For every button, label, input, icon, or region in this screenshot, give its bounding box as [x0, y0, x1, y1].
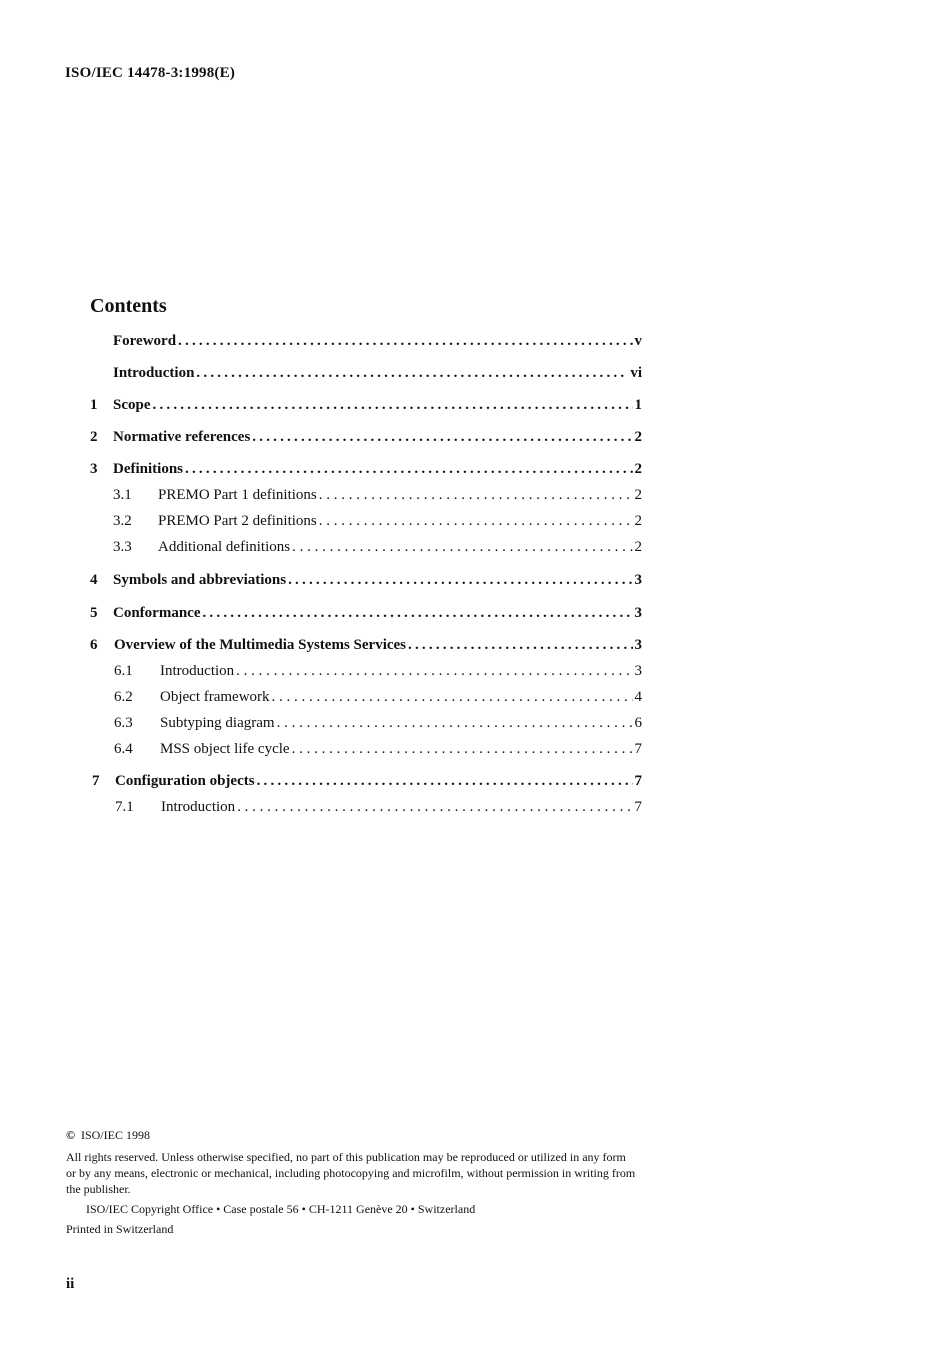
toc-entry-premo-part2-definitions[interactable]: [0, 513, 950, 535]
toc-entry-object-framework[interactable]: [0, 689, 950, 711]
toc-entry-label: Foreword: [113, 333, 177, 349]
toc-entry-number: 7: [92, 773, 100, 789]
toc-entry-label: Introduction: [160, 663, 235, 679]
toc-entry-number: 3: [90, 461, 98, 477]
toc-entry-page: 6: [634, 715, 642, 731]
toc-entry-subtyping-diagram[interactable]: [0, 715, 950, 737]
toc-entry-configuration-objects[interactable]: [0, 773, 950, 795]
toc-entry-symbols-abbreviations[interactable]: [0, 572, 950, 594]
toc-leader-dots: [319, 487, 633, 504]
toc-entry-label: Symbols and abbreviations: [113, 572, 287, 588]
toc-entry-label: Configuration objects: [115, 773, 255, 789]
toc-entry-number: 1: [90, 397, 98, 413]
toc-leader-dots: [178, 333, 632, 350]
toc-entry-number: 3.3: [113, 539, 132, 555]
toc-entry-number: 6.2: [114, 689, 133, 705]
toc-entry-page: 2: [634, 429, 642, 445]
contents-title: Contents: [90, 295, 167, 317]
toc-entry-page: 3: [634, 605, 642, 621]
toc-leader-dots: [319, 513, 633, 530]
toc-leader-dots: [272, 689, 633, 706]
toc-leader-dots: [252, 429, 632, 446]
toc-entry-number: 6.4: [114, 741, 133, 757]
toc-entry-label: PREMO Part 1 definitions: [158, 487, 317, 503]
toc-entry-page: 2: [634, 461, 642, 477]
toc-leader-dots: [237, 799, 632, 816]
toc-entry-page: 7: [634, 799, 642, 815]
toc-entry-label: Overview of the Multimedia Systems Services: [114, 637, 407, 653]
toc-entry-page: 7: [634, 741, 642, 757]
toc-leader-dots: [202, 605, 632, 622]
toc-entry-label: Introduction: [161, 799, 236, 815]
toc-entry-page: 2: [634, 487, 642, 503]
toc-entry-premo-part1-definitions[interactable]: [0, 487, 950, 509]
toc-entry-scope[interactable]: [0, 397, 950, 419]
toc-entry-page: 7: [634, 773, 642, 789]
toc-entry-label: Normative references: [113, 429, 251, 445]
toc-entry-overview-mss[interactable]: [0, 637, 950, 659]
toc-entry-label: Object framework: [160, 689, 270, 705]
toc-leader-dots: [196, 365, 628, 382]
toc-entry-number: 2: [90, 429, 98, 445]
toc-entry-number: 6.3: [114, 715, 133, 731]
toc-entry-definitions[interactable]: [0, 461, 950, 483]
toc-entry-additional-definitions[interactable]: [0, 539, 950, 561]
toc-leader-dots: [408, 637, 632, 654]
toc-entry-page: 2: [634, 513, 642, 529]
toc-entry-number: 6.1: [114, 663, 133, 679]
toc-entry-label: PREMO Part 2 definitions: [158, 513, 317, 529]
copyright-office-address: ISO/IEC Copyright Office • Case postale 56 • CH-1211 Genève 20 • Switzerland: [86, 1202, 476, 1216]
toc-leader-dots: [292, 539, 632, 556]
toc-entry-page: 4: [634, 689, 642, 705]
copyright-line: [66, 1127, 636, 1143]
toc-leader-dots: [277, 715, 633, 732]
toc-entry-number: 6: [90, 637, 98, 653]
toc-leader-dots: [288, 572, 632, 589]
printed-in: Printed in Switzerland: [66, 1222, 174, 1236]
toc-entry-normative-references[interactable]: [0, 429, 950, 451]
toc-entry-label: Additional definitions: [158, 539, 291, 555]
toc-entry-page: 3: [634, 637, 642, 653]
toc-entry-page: 2: [634, 539, 642, 555]
toc-entry-number: 3.1: [113, 487, 132, 503]
toc-entry-mss-object-life-cycle[interactable]: [0, 741, 950, 763]
toc-entry-number: 3.2: [113, 513, 132, 529]
toc-entry-config-introduction[interactable]: [0, 799, 950, 821]
toc-leader-dots: [153, 397, 633, 414]
toc-entry-page: 3: [634, 572, 642, 588]
toc-entry-page: 1: [634, 397, 642, 413]
toc-entry-label: Introduction: [113, 365, 195, 381]
toc-entry-foreword[interactable]: [0, 333, 950, 355]
toc-leader-dots: [185, 461, 632, 478]
toc-entry-page: 3: [634, 663, 642, 679]
toc-entry-conformance[interactable]: [0, 605, 950, 627]
toc-entry-number: 4: [90, 572, 98, 588]
page-number: ii: [66, 1276, 75, 1292]
document-id: ISO/IEC 14478-3:1998(E): [65, 65, 236, 81]
toc-entry-label: Conformance: [113, 605, 201, 621]
toc-entry-label: MSS object life cycle: [160, 741, 290, 757]
toc-leader-dots: [257, 773, 633, 790]
rights-statement: All rights reserved. Unless otherwise specified, no part of this publication may be reproduced or utilized in any form or by any means, electronic or mechanical, including photocopying and microfilm, without permission in writing from the publisher.: [66, 1150, 636, 1196]
toc-leader-dots: [292, 741, 633, 758]
toc-entry-label: Subtyping diagram: [160, 715, 275, 731]
copyright-text: ISO/IEC 1998: [80, 1128, 150, 1142]
copyright-icon: ©: [66, 1128, 75, 1142]
toc-entry-page: v: [634, 333, 642, 349]
toc-entry-label: Scope: [113, 397, 151, 413]
toc-entry-label: Definitions: [113, 461, 184, 477]
toc-entry-mss-introduction[interactable]: [0, 663, 950, 685]
toc-entry-number: 7.1: [115, 799, 134, 815]
toc-leader-dots: [236, 663, 632, 680]
toc-entry-page: vi: [630, 365, 642, 381]
copyright-notice: [66, 1127, 636, 1237]
toc-entry-number: 5: [90, 605, 98, 621]
toc-entry-introduction[interactable]: [0, 365, 950, 387]
